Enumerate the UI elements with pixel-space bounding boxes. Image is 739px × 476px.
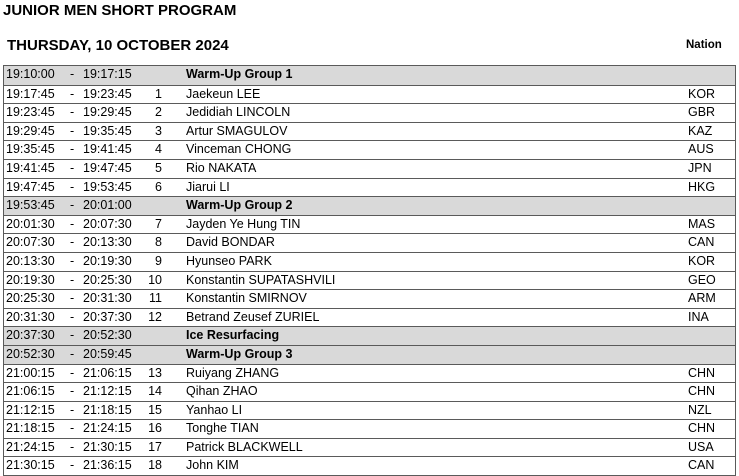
start-number: 13 bbox=[148, 365, 162, 380]
document-title: JUNIOR MEN SHORT PROGRAM bbox=[3, 2, 237, 19]
nation-code: GEO bbox=[688, 272, 716, 287]
nation-code: AUS bbox=[688, 142, 714, 157]
skater-row bbox=[4, 140, 735, 159]
end-time: 19:23:45 bbox=[83, 86, 132, 101]
time-separator: - bbox=[70, 67, 75, 81]
end-time: 20:37:30 bbox=[83, 309, 132, 324]
nation-code: GBR bbox=[688, 105, 716, 120]
start-number: 10 bbox=[148, 272, 162, 287]
time-separator: - bbox=[70, 421, 75, 436]
time-separator: - bbox=[70, 142, 75, 157]
skater-row bbox=[4, 178, 735, 197]
nation-column-header: Nation bbox=[686, 39, 722, 51]
nation-code: KOR bbox=[688, 253, 716, 268]
start-time: 21:06:15 bbox=[6, 384, 55, 399]
end-time: 19:47:45 bbox=[83, 160, 132, 175]
skater-name: Jedidiah LINCOLN bbox=[186, 105, 291, 120]
start-number: 9 bbox=[155, 253, 162, 268]
session-row bbox=[4, 345, 735, 364]
skater-row bbox=[4, 382, 735, 401]
end-time: 20:31:30 bbox=[83, 291, 132, 306]
start-time: 20:13:30 bbox=[6, 253, 55, 268]
skater-name: Jiarui LI bbox=[186, 179, 230, 194]
end-time: 20:07:30 bbox=[83, 216, 132, 231]
time-separator: - bbox=[70, 105, 75, 120]
end-time: 19:29:45 bbox=[83, 105, 132, 120]
skater-row bbox=[4, 233, 735, 252]
time-separator: - bbox=[70, 402, 75, 417]
start-time: 21:00:15 bbox=[6, 365, 55, 380]
skater-name: Betrand Zeusef ZURIEL bbox=[186, 309, 320, 324]
start-time: 21:30:15 bbox=[6, 458, 55, 473]
skater-name: Konstantin SUPATASHVILI bbox=[186, 272, 336, 287]
start-time: 21:18:15 bbox=[6, 421, 55, 436]
end-time: 21:30:15 bbox=[83, 439, 132, 454]
time-separator: - bbox=[70, 309, 75, 324]
end-time: 19:17:15 bbox=[83, 67, 132, 81]
nation-code: KOR bbox=[688, 86, 716, 101]
start-number: 17 bbox=[148, 439, 162, 454]
skater-name: Vinceman CHONG bbox=[186, 142, 292, 157]
skater-row bbox=[4, 438, 735, 457]
time-separator: - bbox=[70, 384, 75, 399]
time-separator: - bbox=[70, 458, 75, 473]
start-time: 19:10:00 bbox=[6, 67, 55, 81]
nation-code: NZL bbox=[688, 402, 712, 417]
start-time: 19:41:45 bbox=[6, 160, 55, 175]
start-number: 12 bbox=[148, 309, 162, 324]
schedule-table bbox=[3, 65, 736, 476]
skater-row bbox=[4, 103, 735, 122]
start-time: 20:31:30 bbox=[6, 309, 55, 324]
start-time: 19:17:45 bbox=[6, 86, 55, 101]
start-number: 7 bbox=[155, 216, 162, 231]
skater-row bbox=[4, 364, 735, 383]
skater-row bbox=[4, 215, 735, 234]
time-separator: - bbox=[70, 235, 75, 250]
time-separator: - bbox=[70, 291, 75, 306]
start-number: 15 bbox=[148, 402, 162, 417]
start-time: 20:25:30 bbox=[6, 291, 55, 306]
time-separator: - bbox=[70, 439, 75, 454]
start-time: 21:24:15 bbox=[6, 439, 55, 454]
start-time: 20:07:30 bbox=[6, 235, 55, 250]
nation-code: JPN bbox=[688, 160, 712, 175]
skater-name: Tonghe TIAN bbox=[186, 421, 259, 436]
end-time: 21:24:15 bbox=[83, 421, 132, 436]
start-number: 11 bbox=[149, 291, 162, 306]
end-time: 21:06:15 bbox=[83, 365, 132, 380]
session-row bbox=[4, 66, 735, 85]
time-separator: - bbox=[70, 86, 75, 101]
skater-name: Jayden Ye Hung TIN bbox=[186, 216, 301, 231]
nation-code: CAN bbox=[688, 458, 715, 473]
skater-name: Jaekeun LEE bbox=[186, 86, 261, 101]
session-name: Ice Resurfacing bbox=[186, 328, 280, 343]
time-separator: - bbox=[70, 123, 75, 138]
nation-code: USA bbox=[688, 439, 714, 454]
start-number: 8 bbox=[155, 235, 162, 250]
session-row bbox=[4, 326, 735, 345]
skater-row bbox=[4, 456, 735, 475]
end-time: 20:59:45 bbox=[83, 346, 132, 361]
nation-code: INA bbox=[688, 309, 709, 324]
end-time: 21:12:15 bbox=[83, 384, 132, 399]
date-heading: THURSDAY, 10 OCTOBER 2024 bbox=[7, 37, 229, 54]
time-separator: - bbox=[70, 346, 75, 361]
skater-name: Hyunseo PARK bbox=[186, 253, 272, 268]
session-row bbox=[4, 196, 735, 215]
start-time: 19:35:45 bbox=[6, 142, 55, 157]
start-number: 4 bbox=[155, 142, 162, 157]
time-separator: - bbox=[70, 328, 75, 343]
skater-row bbox=[4, 271, 735, 290]
start-time: 20:01:30 bbox=[6, 216, 55, 231]
start-time: 20:52:30 bbox=[6, 346, 55, 361]
session-name: Warm-Up Group 3 bbox=[186, 346, 293, 361]
end-time: 21:18:15 bbox=[83, 402, 132, 417]
time-separator: - bbox=[70, 160, 75, 175]
end-time: 19:41:45 bbox=[83, 142, 132, 157]
skater-name: Rio NAKATA bbox=[186, 160, 257, 175]
nation-code: CAN bbox=[688, 235, 715, 250]
start-time: 21:12:15 bbox=[6, 402, 55, 417]
end-time: 21:36:15 bbox=[83, 458, 132, 473]
skater-name: Konstantin SMIRNOV bbox=[186, 291, 307, 306]
skater-name: Ruiyang ZHANG bbox=[186, 365, 280, 380]
end-time: 19:35:45 bbox=[83, 123, 132, 138]
nation-code: MAS bbox=[688, 216, 716, 231]
start-number: 2 bbox=[155, 105, 162, 120]
nation-code: ARM bbox=[688, 291, 716, 306]
nation-code: CHN bbox=[688, 384, 716, 399]
end-time: 20:19:30 bbox=[83, 253, 132, 268]
session-name: Warm-Up Group 2 bbox=[186, 198, 293, 213]
session-name: Warm-Up Group 1 bbox=[186, 67, 293, 81]
end-time: 20:25:30 bbox=[83, 272, 132, 287]
time-separator: - bbox=[70, 198, 75, 213]
skater-name: Yanhao LI bbox=[186, 402, 243, 417]
nation-code: CHN bbox=[688, 365, 716, 380]
start-time: 20:37:30 bbox=[6, 328, 55, 343]
skater-row bbox=[4, 122, 735, 141]
start-number: 6 bbox=[155, 179, 162, 194]
end-time: 20:52:30 bbox=[83, 328, 132, 343]
skater-row bbox=[4, 252, 735, 271]
nation-code: HKG bbox=[688, 179, 716, 194]
skater-row bbox=[4, 159, 735, 178]
skater-row bbox=[4, 401, 735, 420]
end-time: 20:01:00 bbox=[83, 198, 132, 213]
start-time: 19:47:45 bbox=[6, 179, 55, 194]
start-number: 18 bbox=[148, 458, 162, 473]
end-time: 19:53:45 bbox=[83, 179, 132, 194]
skater-name: John KIM bbox=[186, 458, 239, 473]
skater-row bbox=[4, 308, 735, 327]
time-separator: - bbox=[70, 365, 75, 380]
start-number: 1 bbox=[155, 86, 162, 101]
start-time: 19:29:45 bbox=[6, 123, 55, 138]
skater-name: Artur SMAGULOV bbox=[186, 123, 288, 138]
start-number: 5 bbox=[155, 160, 162, 175]
time-separator: - bbox=[70, 216, 75, 231]
start-time: 20:19:30 bbox=[6, 272, 55, 287]
start-time: 19:53:45 bbox=[6, 198, 55, 213]
time-separator: - bbox=[70, 272, 75, 287]
skater-row bbox=[4, 289, 735, 308]
skater-name: Patrick BLACKWELL bbox=[186, 439, 303, 454]
start-number: 3 bbox=[155, 123, 162, 138]
skater-row bbox=[4, 85, 735, 104]
start-number: 14 bbox=[148, 384, 162, 399]
skater-name: Qihan ZHAO bbox=[186, 384, 258, 399]
start-number: 16 bbox=[148, 421, 162, 436]
time-separator: - bbox=[70, 253, 75, 268]
nation-code: CHN bbox=[688, 421, 716, 436]
start-time: 19:23:45 bbox=[6, 105, 55, 120]
time-separator: - bbox=[70, 179, 75, 194]
end-time: 20:13:30 bbox=[83, 235, 132, 250]
skater-row bbox=[4, 419, 735, 438]
nation-code: KAZ bbox=[688, 123, 713, 138]
skater-name: David BONDAR bbox=[186, 235, 275, 250]
